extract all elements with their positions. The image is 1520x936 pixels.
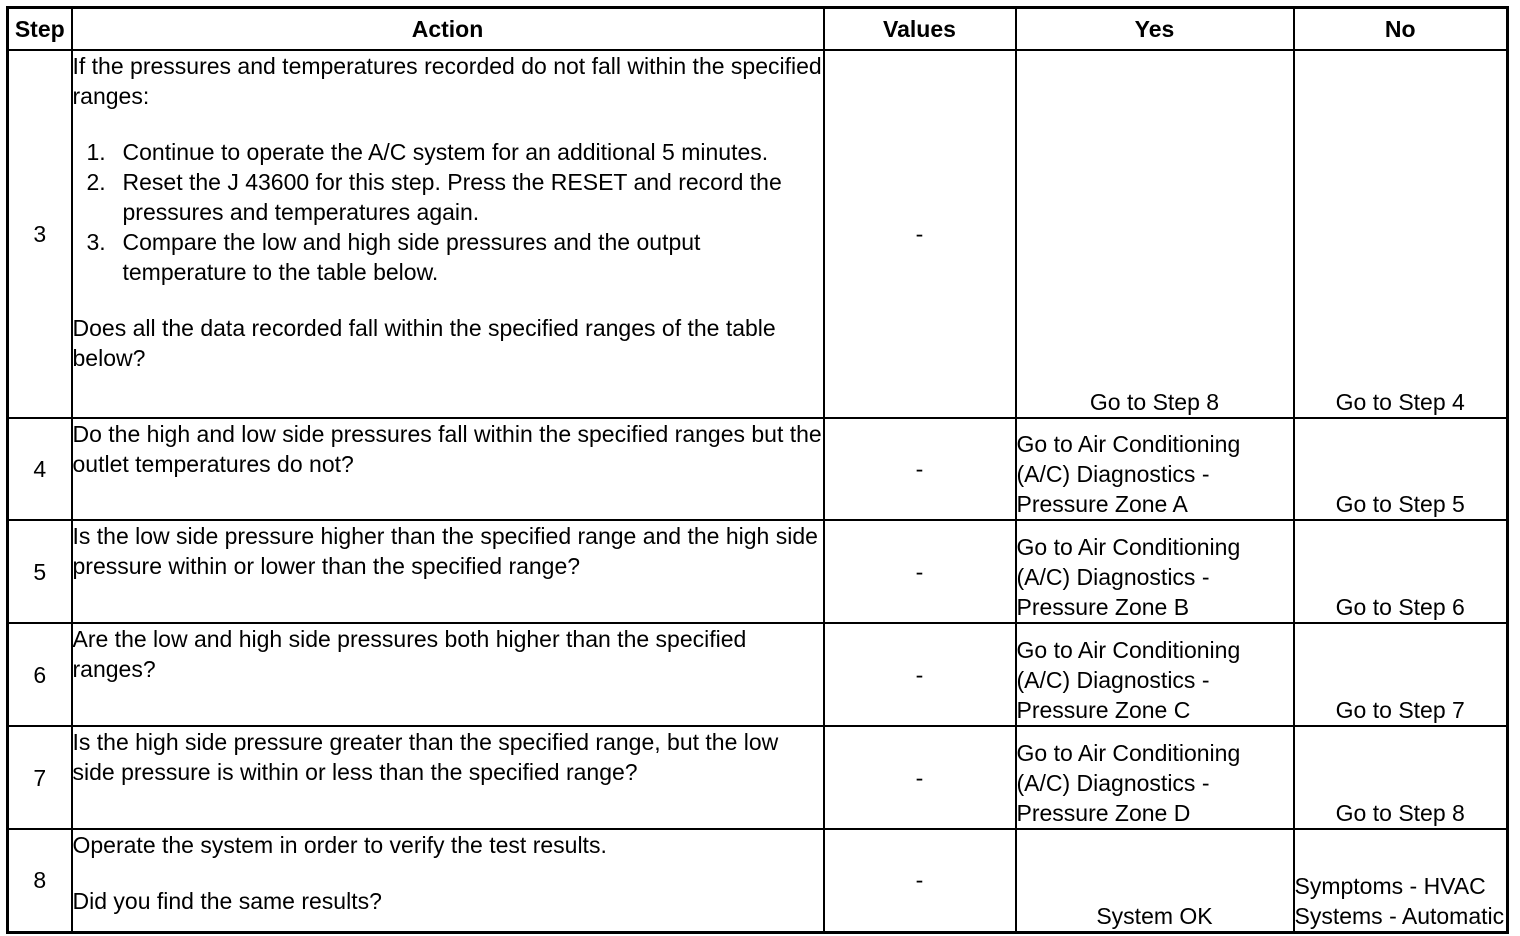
step-number: 6 <box>8 623 72 726</box>
step-number: 4 <box>8 418 72 520</box>
no-cell: Go to Step 8 <box>1294 726 1508 829</box>
values-cell: - <box>824 50 1016 418</box>
yes-cell: System OK <box>1016 829 1294 932</box>
list-item <box>73 167 823 227</box>
yes-cell: Go to Step 8 <box>1016 50 1294 418</box>
values-cell: - <box>824 726 1016 829</box>
diagnostic-table <box>6 6 1509 934</box>
substep-text: Continue to operate the A/C system for an additional 5 minutes. <box>122 139 769 165</box>
table-row-step-6 <box>8 623 1508 726</box>
substep-text: Compare the low and high side pressures and the output temperature to the table below. <box>122 229 701 285</box>
values-cell: - <box>824 418 1016 520</box>
substep-text: Reset the J 43600 for this step. Press the RESET and record the pressures and temperatures again. <box>122 169 782 225</box>
no-cell: Go to Step 5 <box>1294 418 1508 520</box>
list-item <box>73 137 823 167</box>
action-question: Does all the data recorded fall within the specified ranges of the table below? <box>72 315 776 371</box>
step-number: 5 <box>8 520 72 623</box>
header-action: Action <box>72 8 824 51</box>
action-cell: Are the low and high side pressures both higher than the specified ranges? <box>72 623 824 726</box>
header-no: No <box>1294 8 1508 51</box>
header-step: Step <box>8 8 72 51</box>
action-cell <box>72 829 824 932</box>
no-cell: Go to Step 4 <box>1294 50 1508 418</box>
substep-list <box>73 137 823 287</box>
no-cell: Go to Step 6 <box>1294 520 1508 623</box>
table-header-row <box>8 8 1508 51</box>
yes-cell: Go to Air Conditioning (A/C) Diagnostics - Pressure Zone C <box>1016 623 1294 726</box>
action-cell: Is the low side pressure higher than the specified range and the high side pressure within or lower than the specified range? <box>72 520 824 623</box>
action-question: Did you find the same results? <box>72 888 382 914</box>
no-cell: Go to Step 7 <box>1294 623 1508 726</box>
step-number: 8 <box>8 829 72 932</box>
table-row-step-5 <box>8 520 1508 623</box>
values-cell: - <box>824 623 1016 726</box>
table-row-step-8 <box>8 829 1508 932</box>
substep-number: 3. <box>86 229 106 255</box>
header-yes: Yes <box>1016 8 1294 51</box>
yes-cell: Go to Air Conditioning (A/C) Diagnostics - Pressure Zone B <box>1016 520 1294 623</box>
action-cell <box>72 50 824 418</box>
values-cell: - <box>824 520 1016 623</box>
step-number: 3 <box>8 50 72 418</box>
substep-number: 2. <box>86 169 106 195</box>
action-cell: Is the high side pressure greater than the specified range, but the low side pressure is within or less than the specified range? <box>72 726 824 829</box>
table-row-step-4 <box>8 418 1508 520</box>
list-item <box>73 227 823 287</box>
step-number: 7 <box>8 726 72 829</box>
action-intro: Operate the system in order to verify the test results. <box>72 832 607 858</box>
substep-number: 1. <box>86 139 106 165</box>
action-intro: If the pressures and temperatures recorded do not fall within the specified ranges: <box>72 53 822 109</box>
yes-cell: Go to Air Conditioning (A/C) Diagnostics - Pressure Zone D <box>1016 726 1294 829</box>
action-cell: Do the high and low side pressures fall within the specified ranges but the outlet temperatures do not? <box>72 418 824 520</box>
no-cell: Symptoms - HVAC Systems - Automatic <box>1294 829 1508 932</box>
values-cell: - <box>824 829 1016 932</box>
table-row-step-7 <box>8 726 1508 829</box>
table-row-step-3 <box>8 50 1508 418</box>
yes-cell: Go to Air Conditioning (A/C) Diagnostics - Pressure Zone A <box>1016 418 1294 520</box>
header-values: Values <box>824 8 1016 51</box>
